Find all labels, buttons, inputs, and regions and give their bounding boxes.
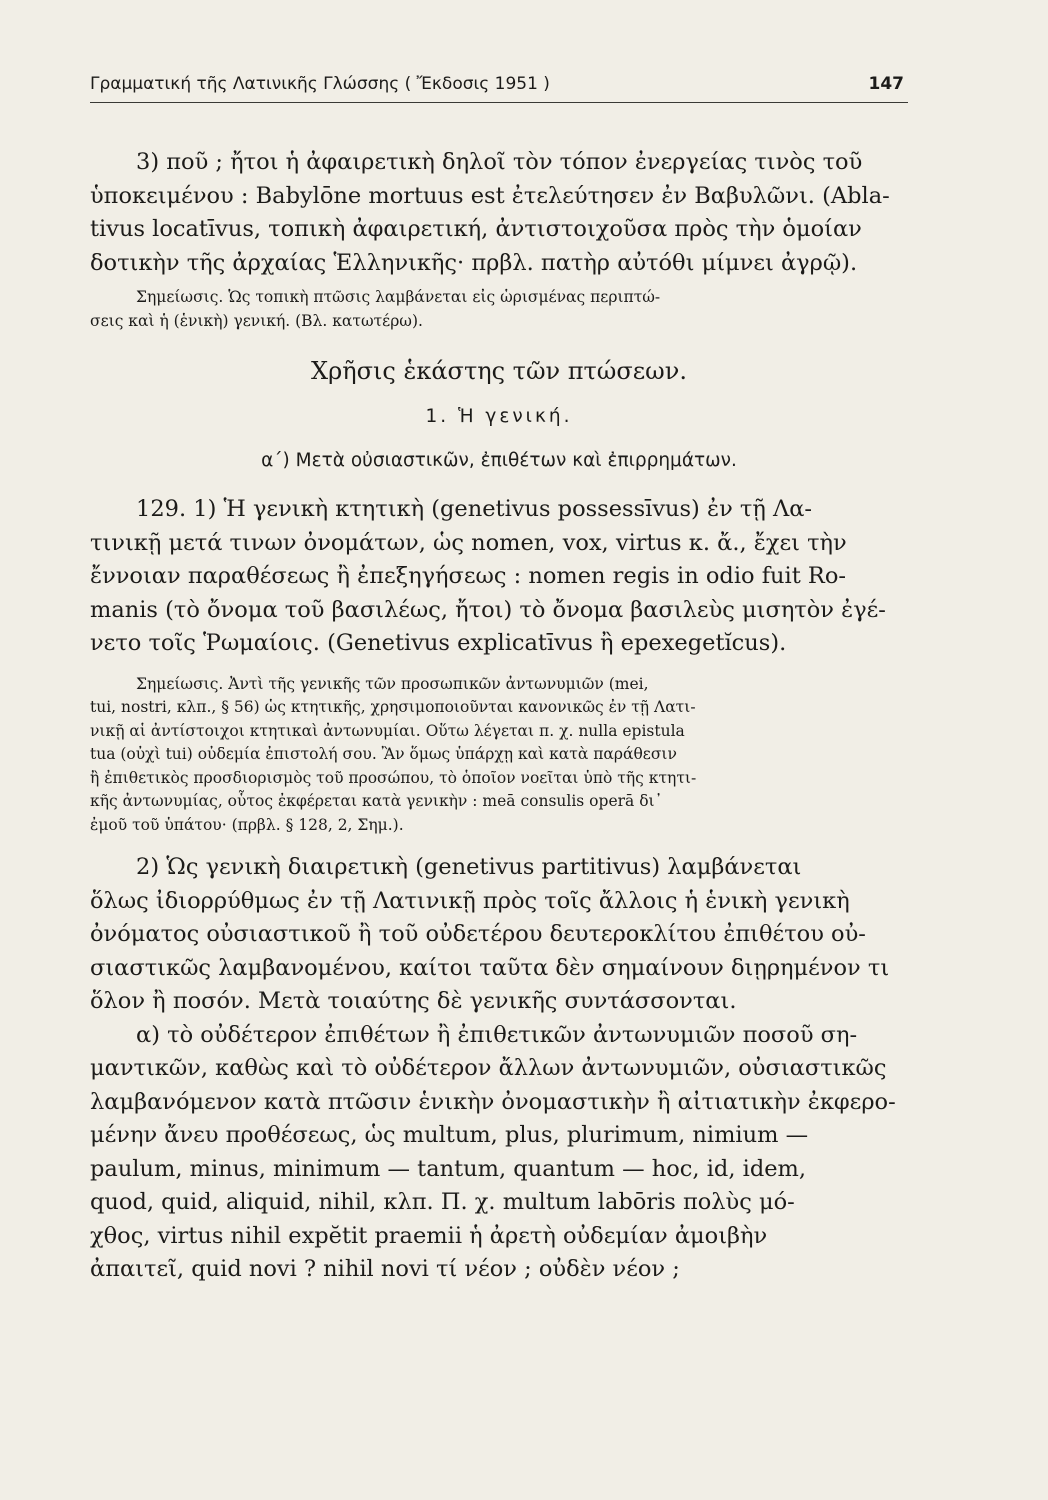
text-line: ὑποκειμένου : Babylōne mortuus est ἐτελεύτησεν ἐν Βαβυλῶνι. (Abla- bbox=[90, 182, 890, 209]
text-line: μαντικῶν, καθὼς καὶ τὸ οὐδέτερον ἄλλων ἀντωνυμιῶν, οὐσιαστικῶς bbox=[90, 1055, 887, 1081]
note-line: Σημείωσις. Ὡς τοπικὴ πτῶσις λαμβάνεται εἰς ὡρισμένας περιπτώ- bbox=[136, 288, 661, 306]
note-line: ἐμοῦ τοῦ ὑπάτου· (πρβλ. § 128, 2, Σημ.). bbox=[90, 815, 404, 834]
running-header bbox=[90, 74, 908, 103]
text-line: 3) ποῦ ; ἤτοι ἡ ἀφαιρετικὴ δηλοῖ τὸν τόπον ἐνεργείας τινὸς τοῦ bbox=[136, 149, 863, 175]
note-line: tua (οὐχὶ tui) οὐδεμία ἐπιστολή σου. Ἂν ὅμως ὑπάρχῃ καὶ κατὰ παράθεσιν bbox=[90, 745, 677, 763]
note-line: σεις καὶ ἡ (ἑνικὴ) γενική. (Βλ. κατωτέρω). bbox=[90, 311, 423, 330]
text-line: 2) Ὡς γενικὴ διαιρετικὴ (genetivus partitivus) λαμβάνεται bbox=[136, 854, 802, 880]
subsubsection-heading: α΄) Μετὰ οὐσιαστικῶν, ἐπιθέτων καὶ ἐπιρρημάτων. bbox=[261, 450, 737, 471]
text-line: paulum, minus, minimum — tantum, quantum — hoc, id, idem, bbox=[90, 1155, 807, 1182]
text-line: τινικῇ μετά τινων ὀνομάτων, ὡς nomen, vox, virtus κ. ἄ., ἔχει τὴν bbox=[90, 529, 847, 556]
text-line: χθος, virtus nihil expĕtit praemii ἡ ἀρετὴ οὐδεμίαν ἀμοιβὴν bbox=[90, 1222, 768, 1249]
note-line: Σημείωσις. Ἀντὶ τῆς γενικῆς τῶν προσωπικῶν ἀντωνυμιῶν (mei, bbox=[136, 674, 649, 693]
text-line: σιαστικῶς λαμβανομένου, καίτοι ταῦτα δὲν σημαίνουν διῃρημένον τι bbox=[90, 954, 890, 981]
paragraph-129-note bbox=[90, 673, 908, 838]
text-line: quod, quid, aliquid, nihil, κλπ. Π. χ. multum labōris πολὺς μό- bbox=[90, 1189, 795, 1215]
text-line: manis (τὸ ὄνομα τοῦ βασιλέως, ἤτοι) τὸ ὄνομα βασιλεὺς μισητὸν ἐγέ- bbox=[90, 596, 886, 623]
note-line: κῆς ἀντωνυμίας, οὗτος ἐκφέρεται κατὰ γενικὴν : meā consulis operā δι᾿ bbox=[90, 792, 663, 810]
text-line: ὀνόματος οὐσιαστικοῦ ἢ τοῦ οὐδετέρου δευτεροκλίτου ἐπιθέτου οὐ- bbox=[90, 921, 866, 947]
text-line: ὅλως ἰδιορρύθμως ἐν τῇ Λατινικῇ πρὸς τοῖς ἄλλοις ἡ ἑνικὴ γενικὴ bbox=[90, 887, 850, 914]
page-number: 147 bbox=[868, 74, 904, 94]
text-line: ἔννοιαν παραθέσεως ἢ ἐπεξηγήσεως : nomen regis in odio fuit Ro- bbox=[90, 563, 847, 589]
running-title: Γραμματική τῆς Λατινικῆς Γλώσσης ( Ἔκδοσις 1951 ) bbox=[90, 74, 550, 94]
note-line: ἢ ἐπιθετικὸς προσδιορισμὸς τοῦ προσώπου, τὸ ὁποῖον νοεῖται ὑπὸ τῆς κτητι- bbox=[90, 768, 697, 787]
text-line: δοτικὴν τῆς ἀρχαίας Ἑλληνικῆς· πρβλ. πατὴρ αὐτόθι μίμνει ἀγρῷ). bbox=[90, 249, 858, 276]
subsection-heading: 1. Ἡ γενική. bbox=[425, 406, 573, 427]
text-line: tivus locatīvus, τοπικὴ ἀφαιρετική, ἀντιστοιχοῦσα πρὸς τὴν ὁμοίαν bbox=[90, 216, 862, 242]
section-3-paragraph bbox=[90, 146, 908, 280]
paragraph-2 bbox=[90, 851, 908, 1019]
text-line: α) τὸ οὐδέτερον ἐπιθέτων ἢ ἐπιθετικῶν ἀντωνυμιῶν ποσοῦ ση- bbox=[136, 1021, 858, 1048]
section-3-note bbox=[90, 286, 908, 333]
text-line: 129. 1) Ἡ γενικὴ κτητικὴ (genetivus possessīvus) ἐν τῇ Λα- bbox=[136, 496, 813, 522]
note-line: tui, nostri, κλπ., § 56) ὡς κτητικῆς, χρησιμοποιοῦνται κανονικῶς ἐν τῇ Λατι- bbox=[90, 698, 696, 716]
paragraph-a bbox=[90, 1019, 908, 1287]
text-line: ὅλον ἢ ποσόν. Μετὰ τοιαύτης δὲ γενικῆς συντάσσονται. bbox=[90, 988, 737, 1014]
text-line: ἀπαιτεῖ, quid novi ? nihil novi τί νέον ; οὐδὲν νέον ; bbox=[90, 1256, 680, 1282]
page-body bbox=[90, 146, 908, 1287]
text-line: νετο τοῖς Ῥωμαίοις. (Genetivus explicatīvus ἢ epexegetĭcus). bbox=[90, 630, 787, 656]
text-line: μένην ἄνευ προθέσεως, ὡς multum, plus, plurimum, nimium — bbox=[90, 1122, 809, 1148]
paragraph-129 bbox=[90, 493, 908, 661]
note-line: νικῇ αἱ ἀντίστοιχοι κτητικαὶ ἀντωνυμίαι. Οὕτω λέγεται π. χ. nulla epistula bbox=[90, 721, 685, 740]
text-line: λαμβανόμενον κατὰ πτῶσιν ἑνικὴν ὀνομαστικὴν ἢ αἰτιατικὴν ἐκφερο- bbox=[90, 1088, 896, 1115]
section-heading: Χρῆσις ἑκάστης τῶν πτώσεων. bbox=[311, 357, 687, 385]
